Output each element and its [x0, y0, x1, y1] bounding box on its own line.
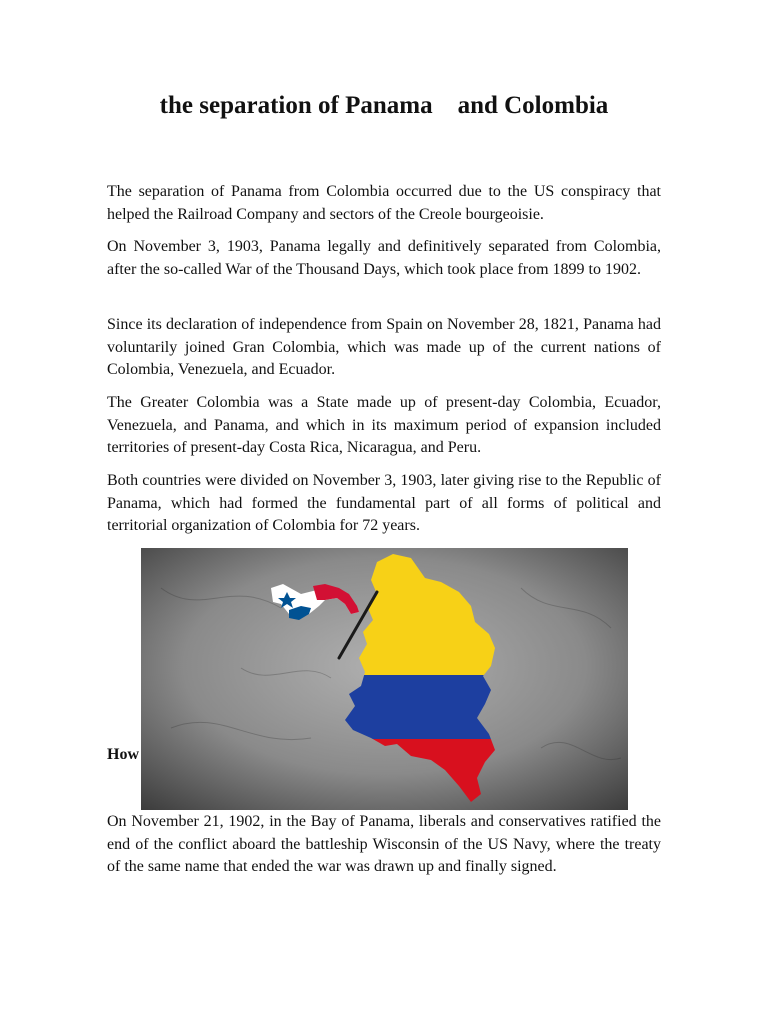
map-illustration — [141, 548, 628, 810]
section-heading-partial: How — [107, 746, 139, 763]
paragraph-1: The separation of Panama from Colombia occurred due to the US conspiracy that helped the Railroad Company and sectors of the Creole bourgeoisie. — [107, 183, 661, 223]
map-figure — [141, 548, 628, 810]
paragraph-2: On November 3, 1903, Panama legally and definitively separated from Colombia, after the so-called War of the Thousand Days, which took place from 1899 to 1902. — [107, 238, 661, 278]
paragraph-5: Both countries were divided on November 3, 1903, later giving rise to the Republic of Panama, which had formed the fundamental part of all forms of political and territorial organization of Colombia for 72 years. — [107, 472, 661, 534]
paragraph-4: The Greater Colombia was a State made up of present-day Colombia, Ecuador, Venezuela, and Panama, and which in its maximum period of expansion included territories of present-day Costa Rica, Nicaragua, and Peru. — [107, 394, 661, 456]
paragraph-3: Since its declaration of independence from Spain on November 28, 1821, Panama had voluntarily joined Gran Colombia, which was made up of the current nations of Colombia, Venezuela, and Ecuador. — [107, 316, 661, 378]
paragraph-6: On November 21, 1902, in the Bay of Panama, liberals and conservatives ratified the end of the conflict aboard the battleship Wisconsin of the US Navy, where the treaty of the same name that ended the war was drawn up and finally signed. — [107, 813, 661, 875]
document-title: the separation of Panama and Colombia — [159, 92, 609, 119]
